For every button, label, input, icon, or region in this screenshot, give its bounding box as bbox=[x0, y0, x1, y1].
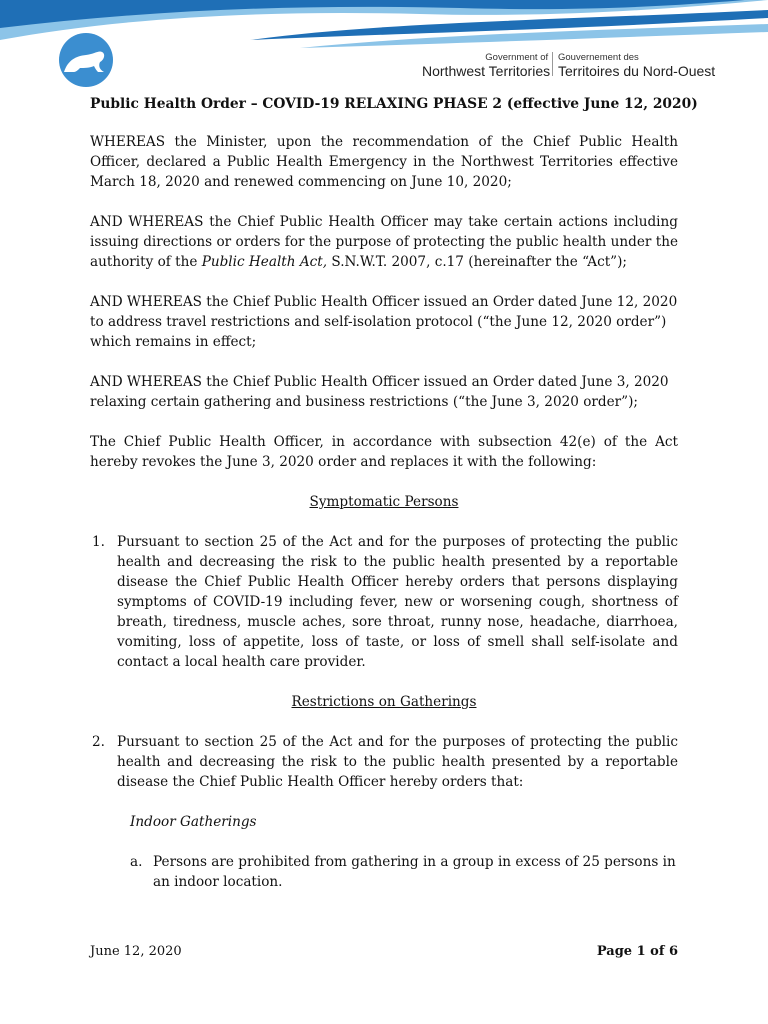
item-2a-text: Persons are prohibited from gathering in a group in excess of 25 persons in an indoor location. bbox=[153, 854, 676, 890]
subheading-indoor-gatherings: Indoor Gatherings bbox=[130, 814, 257, 830]
document-body bbox=[90, 94, 698, 892]
northwest-territories-label: Northwest Territories bbox=[422, 63, 551, 79]
item-1-text: Pursuant to section 25 of the Act and for the purposes of protecting the public health and decreasing the risk to the public health presented by a reportable disease the Chief Public Health Officer hereby orders that persons displaying symptoms of COVID-19 including fever, new or worsening cough, shortness of breath, tiredness, muscle aches, sore throat, runny nose, headache, diarrhoea, vomiting, loss of appetite, loss of taste, or loss of smell shall self-isolate and contact a local health care provider. bbox=[117, 534, 678, 670]
item-2-number: 2. bbox=[92, 734, 105, 750]
whereas-paragraph-2 bbox=[90, 212, 678, 272]
whereas-paragraph-1: WHEREAS the Minister, upon the recommendation of the Chief Public Health Officer, declared a Public Health Emergency in the Northwest Territories effective March 18, 2020 and renewed commencing on June 10, 2020; bbox=[90, 134, 678, 190]
footer-page-number: Page 1 of 6 bbox=[596, 944, 678, 959]
government-name-french bbox=[558, 52, 715, 79]
footer-date: June 12, 2020 bbox=[90, 944, 182, 959]
government-of-label: Government of bbox=[485, 52, 549, 63]
heading-symptomatic-persons: Symptomatic Persons bbox=[309, 494, 459, 510]
government-name-english bbox=[422, 52, 550, 79]
document-title: Public Health Order – COVID-19 RELAXING PHASE 2 (effective June 12, 2020) bbox=[90, 96, 698, 112]
item-2-text: Pursuant to section 25 of the Act and for the purposes of protecting the public health and decreasing the risk to the public health presented by a reportable disease the Chief Public Health Officer hereby orders that: bbox=[117, 734, 678, 790]
order-item-2a bbox=[90, 852, 678, 892]
order-item-1 bbox=[90, 532, 678, 672]
page-header bbox=[0, 0, 768, 90]
polar-bear-logo-icon bbox=[59, 33, 113, 87]
whereas-paragraph-3: AND WHEREAS the Chief Public Health Officer issued an Order dated June 12, 2020 to address travel restrictions and self-isolation protocol (“the June 12, 2020 order”) which remains in effect; bbox=[90, 294, 678, 350]
heading-restrictions-on-gatherings: Restrictions on Gatherings bbox=[291, 694, 477, 710]
revocation-paragraph: The Chief Public Health Officer, in accordance with subsection 42(e) of the Act hereby revokes the June 3, 2020 order and replaces it with the following: bbox=[90, 434, 678, 470]
territoires-du-nord-ouest-label: Territoires du Nord-Ouest bbox=[558, 63, 716, 79]
whereas-paragraph-4: AND WHEREAS the Chief Public Health Officer issued an Order dated June 3, 2020 relaxing certain gathering and business restrictions (“the June 3, 2020 order”); bbox=[90, 374, 669, 410]
item-2a-letter: a. bbox=[130, 854, 143, 870]
order-item-2 bbox=[90, 732, 678, 792]
gouvernement-des-label: Gouvernement des bbox=[558, 52, 639, 63]
public-health-act-title: Public Health Act, bbox=[201, 254, 328, 270]
whereas-2-text-before: AND WHEREAS the Chief Public Health Officer may take certain actions including issuing directions or orders for the purpose of protecting the public health under the authority of the bbox=[90, 214, 678, 270]
item-1-number: 1. bbox=[92, 534, 105, 550]
header-divider bbox=[552, 52, 553, 76]
whereas-2-text-after: S.N.W.T. 2007, c.17 (hereinafter the “Act”); bbox=[327, 254, 627, 270]
